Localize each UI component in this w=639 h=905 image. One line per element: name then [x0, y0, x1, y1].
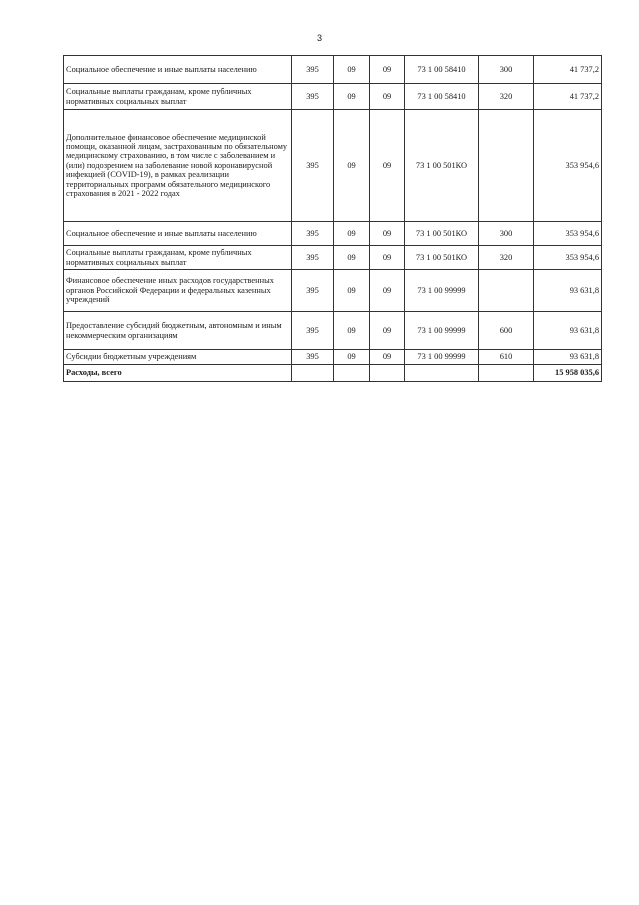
row-name: Социальные выплаты гражданам, кроме публичных нормативных социальных выплат	[64, 246, 292, 270]
amount: 41 737,2	[534, 84, 602, 110]
amount: 353 954,6	[534, 246, 602, 270]
target-article-code: 73 1 00 58410	[405, 56, 479, 84]
ministry-code: 395	[292, 56, 334, 84]
page-number: 3	[316, 33, 322, 43]
row-name: Дополнительное финансовое обеспечение медицинской помощи, оказанной лицам, застрахованным по обязательному медицинскому страхованию, в том числе с заболеванием и (или) подозрением на заболевание новой коронавирусной инфекцией (COVID-19), в рамках реализации территориальных программ обязательного медицинского страхования в 2021 - 2022 годах	[64, 110, 292, 222]
expense-type-code	[479, 110, 534, 222]
amount: 93 631,8	[534, 350, 602, 365]
section-code: 09	[334, 56, 370, 84]
row-name: Финансовое обеспечение иных расходов государственных органов Российской Федерации и федеральных казенных учреждений	[64, 270, 292, 312]
subsection-code: 09	[370, 350, 405, 365]
subsection-code: 09	[370, 56, 405, 84]
section-code: 09	[334, 222, 370, 246]
ministry-code: 395	[292, 246, 334, 270]
subsection-code: 09	[370, 270, 405, 312]
subsection-code: 09	[370, 222, 405, 246]
expense-type-code	[479, 270, 534, 312]
target-article-code: 73 1 00 501КО	[405, 246, 479, 270]
row-name: Социальное обеспечение и иные выплаты населению	[64, 222, 292, 246]
table-row	[64, 222, 602, 246]
ministry-code: 395	[292, 110, 334, 222]
target-article-code: 73 1 00 99999	[405, 312, 479, 350]
amount: 93 631,8	[534, 312, 602, 350]
expense-type-code: 600	[479, 312, 534, 350]
table-row	[64, 56, 602, 84]
row-name: Социальные выплаты гражданам, кроме публичных нормативных социальных выплат	[64, 84, 292, 110]
subsection-code: 09	[370, 110, 405, 222]
total-amount: 15 958 035,6	[534, 365, 602, 382]
table-row	[64, 350, 602, 365]
row-name: Социальное обеспечение и иные выплаты населению	[64, 56, 292, 84]
row-name: Субсидии бюджетным учреждениям	[64, 350, 292, 365]
section-code: 09	[334, 350, 370, 365]
total-row	[64, 365, 602, 382]
section-code: 09	[334, 312, 370, 350]
subsection-code: 09	[370, 312, 405, 350]
amount: 41 737,2	[534, 56, 602, 84]
expense-type-code: 320	[479, 84, 534, 110]
ministry-code: 395	[292, 270, 334, 312]
ministry-code: 395	[292, 312, 334, 350]
target-article-code: 73 1 00 501КО	[405, 222, 479, 246]
total-label: Расходы, всего	[64, 365, 292, 382]
section-code: 09	[334, 84, 370, 110]
target-article-code: 73 1 00 99999	[405, 350, 479, 365]
expense-type-code: 610	[479, 350, 534, 365]
ministry-code: 395	[292, 222, 334, 246]
table-row	[64, 246, 602, 270]
section-code: 09	[334, 246, 370, 270]
expense-type-code: 320	[479, 246, 534, 270]
ministry-code: 395	[292, 350, 334, 365]
subsection-code: 09	[370, 84, 405, 110]
table-row	[64, 270, 602, 312]
target-article-code: 73 1 00 58410	[405, 84, 479, 110]
row-name: Предоставление субсидий бюджетным, автономным и иным некоммерческим организациям	[64, 312, 292, 350]
expense-type-code: 300	[479, 56, 534, 84]
target-article-code: 73 1 00 99999	[405, 270, 479, 312]
table-row	[64, 110, 602, 222]
amount: 93 631,8	[534, 270, 602, 312]
section-code: 09	[334, 270, 370, 312]
table-row	[64, 84, 602, 110]
table-row	[64, 312, 602, 350]
target-article-code: 73 1 00 501КО	[405, 110, 479, 222]
expense-type-code: 300	[479, 222, 534, 246]
subsection-code: 09	[370, 246, 405, 270]
expenditure-table	[63, 55, 602, 382]
section-code: 09	[334, 110, 370, 222]
amount: 353 954,6	[534, 222, 602, 246]
ministry-code: 395	[292, 84, 334, 110]
amount: 353 954,6	[534, 110, 602, 222]
